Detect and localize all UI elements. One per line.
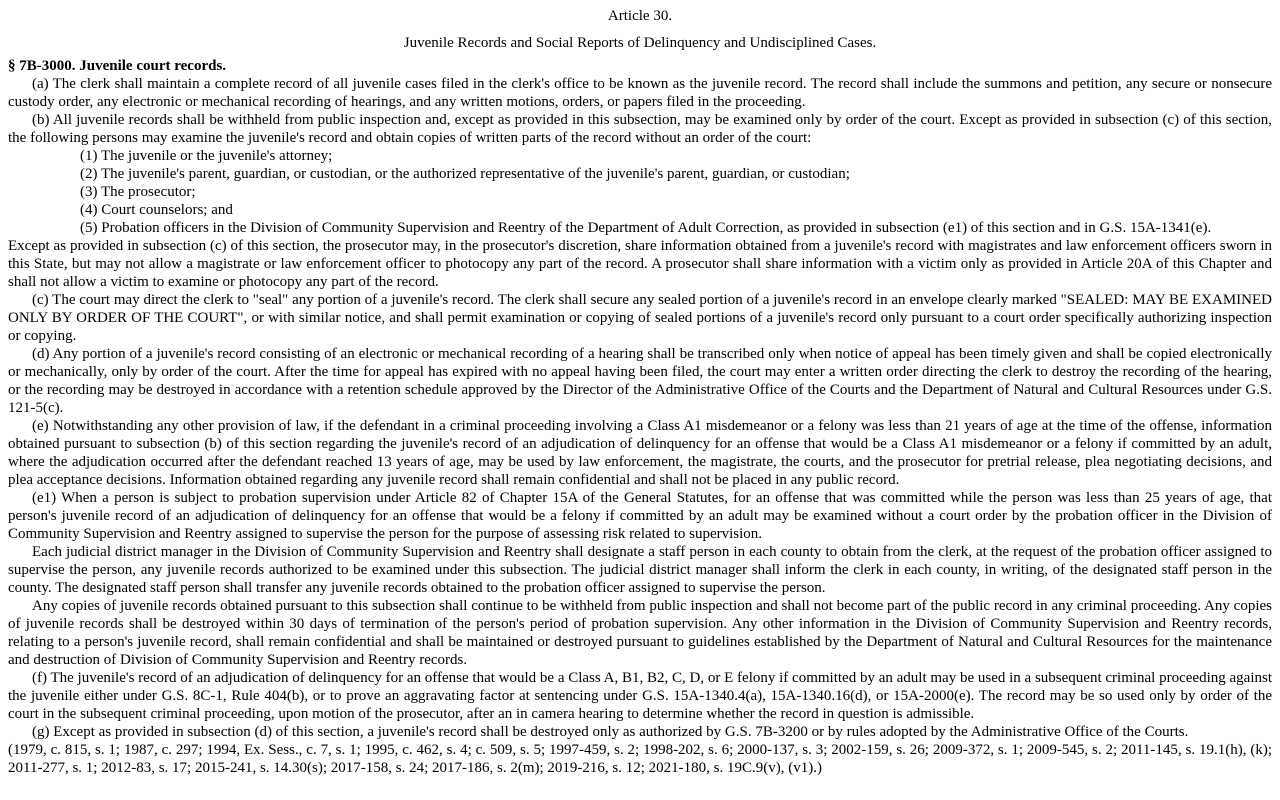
subsection-e1-paragraph-2: Each judicial district manager in the Division of Community Supervision and Reentry shall designate a staff person in each county to obtain from the clerk, at the request of the probation officer assigned to supervise the person, any juvenile records authorized to be examined under this subsection. The judicial district manager shall inform the clerk in each county, in writing, of the designated staff person in the county. The designated staff person shall transfer any juvenile records obtained to the probation officer assigned to supervise the person. bbox=[8, 544, 1272, 596]
subsection-c: (c) The court may direct the clerk to "seal" any portion of a juvenile's record. The clerk shall secure any sealed portion of a juvenile's record in an envelope clearly marked "SEALED: MAY BE EXAMINED ONLY BY ORDER OF THE COURT", or with similar notice, and shall permit examination or copying of sealed portions of a juvenile's record only pursuant to a court order specifically authorizing inspection or copying. bbox=[8, 292, 1272, 344]
subsection-g: (g) Except as provided in subsection (d) of this section, a juvenile's record shall be destroyed only as authorized by G.S. 7B-3200 or by rules adopted by the Administrative Office of the Courts. bbox=[32, 724, 1189, 740]
article-title: Juvenile Records and Social Reports of Delinquency and Undisciplined Cases. bbox=[403, 35, 877, 51]
subsection-e1-paragraph-3: Any copies of juvenile records obtained pursuant to this subsection shall continue to be withheld from public inspection and shall not become part of the public record in any criminal proceeding. Any copies of juvenile records shall be destroyed within 30 days of termination of the person's period of probation supervision. Any other information in the Division of Community Supervision and Reentry records, relating to a person's juvenile record, shall remain confidential and shall be maintained or destroyed pursuant to guidelines established by the Department of Natural and Cultural Resources for the maintenance and destruction of Division of Community Supervision and Reentry records. bbox=[8, 598, 1272, 668]
subsection-b-item-5: (5) Probation officers in the Division of Community Supervision and Reentry of the Department of Adult Correction, as provided in subsection (e1) of this section and in G.S. 15A-1341(e). bbox=[80, 220, 1212, 236]
article-label: Article 30. bbox=[607, 8, 673, 24]
subsection-b-item-4: (4) Court counselors; and bbox=[80, 202, 233, 218]
history-note: (1979, c. 815, s. 1; 1987, c. 297; 1994, Ex. Sess., c. 7, s. 1; 1995, c. 462, s. 4; c. 509, s. 5; 1997-459, s. 2; 1998-202, s. 6; 2000-137, s. 3; 2002-159, s. 26; 2009-372, s. 1; 2009-545, s. 2; 2011-145, s. 19.1(h), (k); 2011-277, s. 1; 2012-83, s. 17; 2015-241, s. 14.30(s); 2017-158, s. 24; 2017-186, s. 2(m); 2019-216, s. 12; 2021-180, s. 19C.9(v), (v1).) bbox=[8, 742, 1272, 776]
subsection-b-item-1: (1) The juvenile or the juvenile's attorney; bbox=[80, 148, 333, 164]
subsection-b-continuation: Except as provided in subsection (c) of this section, the prosecutor may, in the prosecutor's discretion, share information obtained from a juvenile's record with magistrates and law enforcement officers sworn in this State, but may not allow a magistrate or law enforcement officer to photocopy any part of the record. A prosecutor shall share information with a victim only as provided in Article 20A of this Chapter and shall not allow a victim to examine or photocopy any part of the record. bbox=[8, 238, 1272, 290]
subsection-e1: (e1) When a person is subject to probation supervision under Article 82 of Chapter 15A of the General Statutes, for an offense that was committed while the person was less than 25 years of age, that person's juvenile record of an adjudication of delinquency for an offense that would be a felony if committed by an adult may be examined without a court order by the probation officer in the Division of Community Supervision and Reentry assigned to supervise the person for the purpose of assessing risk related to supervision. bbox=[8, 490, 1272, 542]
subsection-f: (f) The juvenile's record of an adjudication of delinquency for an offense that would be a Class A, B1, B2, C, D, or E felony if committed by an adult may be used in a subsequent criminal proceeding against the juvenile either under G.S. 8C-1, Rule 404(b), or to prove an aggravating factor at sentencing under G.S. 15A-1340.4(a), 15A-1340.16(d), or 15A-2000(e). The record may be so used only by order of the court in the subsequent criminal proceeding, upon motion of the prosecutor, after an in camera hearing to determine whether the record in question is admissible. bbox=[8, 670, 1272, 722]
subsection-a: (a) The clerk shall maintain a complete record of all juvenile cases filed in the clerk's office to be known as the juvenile record. The record shall include the summons and petition, any secure or nonsecure custody order, any electronic or mechanical recording of hearings, and any written motions, orders, or papers filed in the proceeding. bbox=[8, 76, 1272, 110]
subsection-b: (b) All juvenile records shall be withheld from public inspection and, except as provided in this subsection, may be examined only by order of the court. Except as provided in subsection (c) of this section, the following persons may examine the juvenile's record and obtain copies of written parts of the record without an order of the court: bbox=[8, 112, 1272, 146]
subsection-b-item-3: (3) The prosecutor; bbox=[80, 184, 196, 200]
subsection-e: (e) Notwithstanding any other provision of law, if the defendant in a criminal proceeding involving a Class A1 misdemeanor or a felony was less than 21 years of age at the time of the offense, information obtained pursuant to subsection (b) of this section regarding the juvenile's record of an adjudication of delinquency for an offense that would be a Class A1 misdemeanor or a felony if committed by an adult, where the adjudication occurred after the defendant reached 13 years of age, may be used by law enforcement, the magistrate, the courts, and the prosecutor for pretrial release, plea negotiating decisions, and plea acceptance decisions. Information obtained regarding any juvenile record shall remain confidential and shall not be placed in any public record. bbox=[8, 418, 1272, 488]
section-heading: § 7B-3000. Juvenile court records. bbox=[8, 58, 227, 74]
subsection-b-item-2: (2) The juvenile's parent, guardian, or custodian, or the authorized representative of the juvenile's parent, guardian, or custodian; bbox=[80, 166, 850, 182]
subsection-d: (d) Any portion of a juvenile's record consisting of an electronic or mechanical recording of a hearing shall be transcribed only when notice of appeal has been timely given and shall be copied electronically or mechanically, only by order of the court. After the time for appeal has expired with no appeal having been filed, the court may enter a written order directing the clerk to destroy the recording of the hearing, or the recording may be destroyed in accordance with a retention schedule approved by the Director of the Administrative Office of the Courts and the Department of Natural and Cultural Resources under G.S. 121-5(c). bbox=[8, 346, 1272, 416]
